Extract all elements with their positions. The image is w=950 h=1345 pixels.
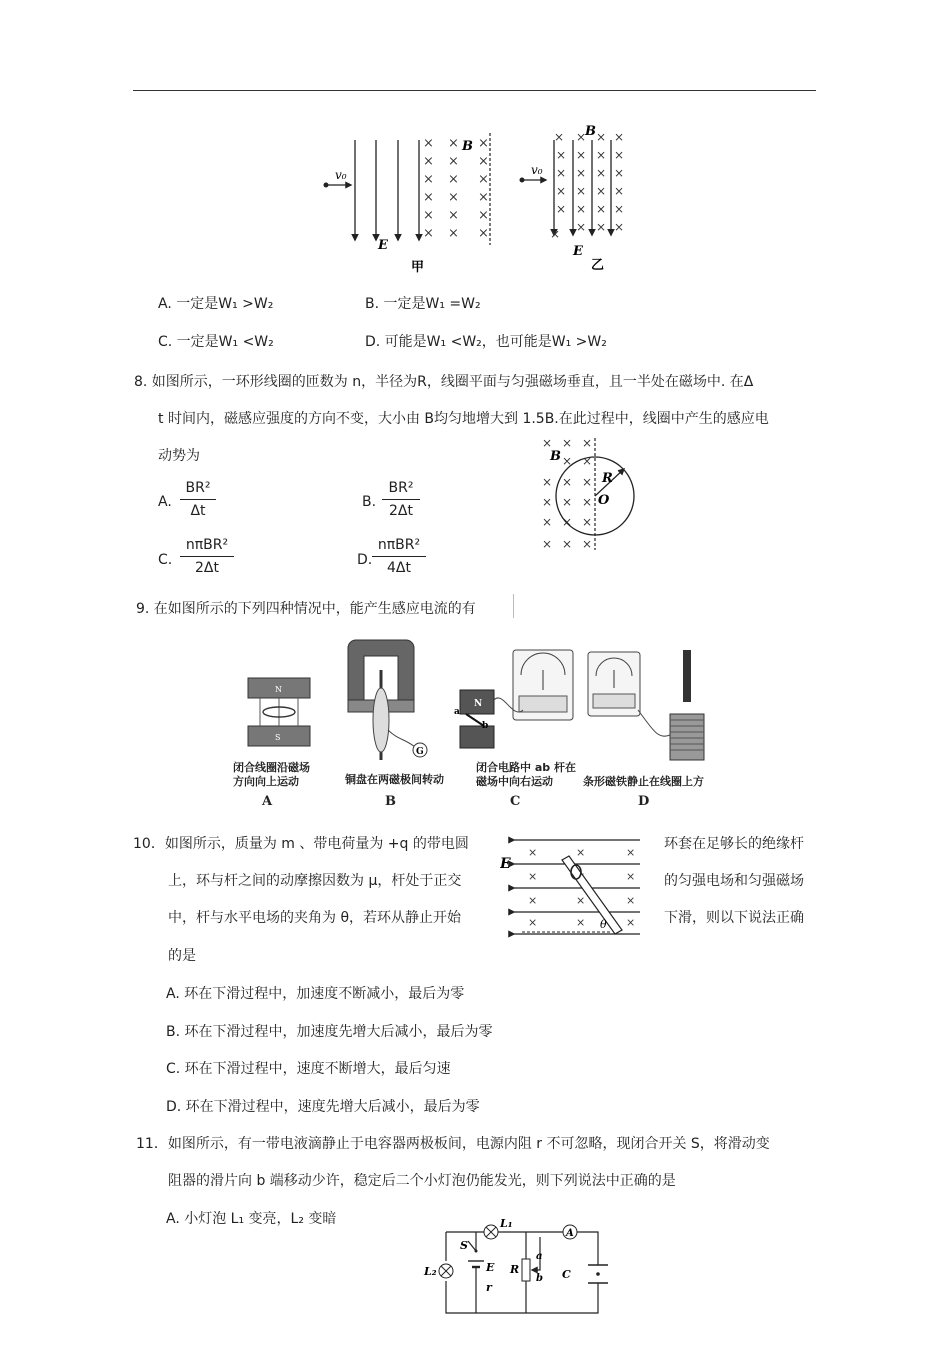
q11-label-l2: L₂ <box>424 1265 437 1278</box>
q9-letter-d: D <box>638 794 650 809</box>
svg-text:×: × <box>614 130 625 144</box>
svg-text:×: × <box>556 202 567 216</box>
q7-right-E: E <box>573 244 583 259</box>
q11-label-e: E <box>486 1261 495 1274</box>
svg-text:×: × <box>582 537 593 551</box>
svg-text:×: × <box>576 148 587 162</box>
q9-caption-c <box>476 761 576 789</box>
q8-option-b-fraction <box>382 480 420 519</box>
q10-label-e: E <box>500 856 511 872</box>
svg-text:×: × <box>448 208 459 223</box>
q11-stem-line1: 11．如图所示，有一带电液滴静止于电容器两极板间，电源内阻 r 不可忽略，现闭合开关 S，将滑动变 <box>136 1136 770 1152</box>
svg-text:×: × <box>542 475 553 489</box>
svg-text:×: × <box>576 846 586 859</box>
svg-text:×: × <box>582 436 593 450</box>
svg-text:×: × <box>626 916 636 929</box>
svg-text:×: × <box>478 136 489 151</box>
svg-text:×: × <box>528 894 538 907</box>
q7-left-E: E <box>378 238 388 253</box>
svg-text:×: × <box>542 436 553 450</box>
svg-text:×: × <box>596 202 607 216</box>
svg-text:×: × <box>596 166 607 180</box>
svg-text:×: × <box>626 870 636 883</box>
svg-text:×: × <box>423 154 434 169</box>
q9-caption-d-line1: 条形磁铁静止在线圈上方 <box>583 775 704 788</box>
q9-a-label-n: N <box>275 685 282 694</box>
svg-text:×: × <box>528 916 538 929</box>
q7-right-bfield-crosses <box>550 130 624 241</box>
svg-text:×: × <box>562 436 573 450</box>
q11-label-r: r <box>486 1281 492 1294</box>
svg-text:×: × <box>576 894 586 907</box>
svg-text:×: × <box>582 495 593 509</box>
q9-a-label-s: S <box>275 733 281 742</box>
svg-text:×: × <box>626 846 636 859</box>
q10-option-b: B. 环在下滑过程中，加速度先增大后减小，最后为零 <box>166 1024 493 1040</box>
q9-stem: 9. 在如图所示的下列四种情况中，能产生感应电流的有 <box>136 601 476 617</box>
q11-label-a: a <box>536 1251 543 1262</box>
q8-option-c-label: C. <box>158 552 173 568</box>
svg-text:×: × <box>576 166 587 180</box>
svg-text:×: × <box>542 515 553 529</box>
q9-figure <box>238 630 718 770</box>
svg-text:×: × <box>626 894 636 907</box>
svg-text:×: × <box>576 220 587 234</box>
q10-line4: 的是 <box>168 948 196 964</box>
q10-label-theta: θ <box>600 918 607 931</box>
svg-text:×: × <box>528 870 538 883</box>
q8-label-r: R <box>602 471 613 486</box>
q7-option-b: B. 一定是W₁ =W₂ <box>365 296 481 312</box>
q9-c-label-n: N <box>474 699 483 709</box>
svg-text:×: × <box>423 208 434 223</box>
svg-text:×: × <box>596 220 607 234</box>
q9-c-label-a: a <box>454 707 460 717</box>
q8-stem-line2: t 时间内，磁感应强度的方向不变，大小由 B均匀地增大到 1.5B.在此过程中，线圈中产生的感应电 <box>158 411 769 427</box>
svg-text:×: × <box>562 495 573 509</box>
q8-option-d-fraction <box>372 537 426 576</box>
q11-circuit-figure <box>422 1215 622 1320</box>
svg-text:×: × <box>478 154 489 169</box>
svg-text:×: × <box>448 190 459 205</box>
svg-text:×: × <box>562 475 573 489</box>
q8-coil-figure <box>538 434 648 554</box>
svg-text:×: × <box>582 454 593 468</box>
svg-text:×: × <box>614 202 625 216</box>
svg-text:×: × <box>582 475 593 489</box>
q9-b-galvanometer-label: G <box>416 747 424 757</box>
q9-panel-c-drawing <box>454 650 573 748</box>
svg-text:×: × <box>596 130 607 144</box>
q11-label-ammeter: A <box>566 1228 574 1239</box>
q11-label-s: S <box>460 1239 468 1252</box>
q7-field-figure <box>318 125 638 280</box>
svg-text:×: × <box>550 227 561 241</box>
q9-panel-a-drawing <box>248 678 310 746</box>
q8-option-c-numerator: nπBR² <box>185 537 229 553</box>
svg-text:×: × <box>478 208 489 223</box>
q9-letter-c: C <box>510 794 521 809</box>
svg-text:×: × <box>528 846 538 859</box>
q10-line2-right: 的匀强电场和匀强磁场 <box>664 873 804 889</box>
q10-line3-right: 下滑，则以下说法正确 <box>664 910 804 926</box>
svg-text:×: × <box>556 166 567 180</box>
q9-caption-d <box>583 775 704 789</box>
q9-letter-a: A <box>262 794 273 809</box>
q7-right-B: B <box>585 125 596 139</box>
q7-left-bfield-crosses <box>423 136 489 241</box>
svg-text:×: × <box>556 184 567 198</box>
q9-panel-d-drawing <box>588 650 704 760</box>
q8-option-d-numerator: nπBR² <box>377 537 421 553</box>
q7-option-a: A. 一定是W₁ >W₂ <box>158 296 274 312</box>
svg-text:×: × <box>614 184 625 198</box>
svg-text:×: × <box>554 130 565 144</box>
svg-text:×: × <box>562 515 573 529</box>
q9-caption-a <box>233 761 310 789</box>
svg-text:×: × <box>448 154 459 169</box>
svg-text:×: × <box>423 226 434 241</box>
q9-stem-border <box>513 594 514 618</box>
svg-text:×: × <box>423 136 434 151</box>
q10-option-d: D. 环在下滑过程中，速度先增大后减小，最后为零 <box>166 1099 480 1115</box>
svg-text:×: × <box>614 220 625 234</box>
q9-panel-b-drawing <box>348 640 427 760</box>
q8-option-c-denominator: 2Δt <box>195 560 219 576</box>
q10-insulating-rod <box>562 856 622 934</box>
q9-caption-a-line1: 闭合线圈沿磁场 <box>233 761 310 774</box>
q11-option-a: A. 小灯泡 L₁ 变亮，L₂ 变暗 <box>166 1211 337 1227</box>
svg-text:×: × <box>614 148 625 162</box>
q7-left-v0: v₀ <box>335 168 347 182</box>
q9-caption-a-line2: 方向向上运动 <box>233 775 299 788</box>
q8-option-a-denominator: Δt <box>190 503 206 519</box>
q11-label-c: C <box>562 1268 571 1281</box>
q8-option-a-numerator: BR² <box>185 480 211 496</box>
q8-option-c-fraction <box>180 537 234 576</box>
svg-text:×: × <box>576 130 587 144</box>
q8-option-b-denominator: 2Δt <box>389 503 413 519</box>
svg-text:×: × <box>542 537 553 551</box>
q7-label-jia: 甲 <box>411 260 425 275</box>
q9-caption-c-line1: 闭合电路中 ab 杆在 <box>476 761 576 774</box>
q10-option-c: C. 环在下滑过程中，速度不断增大，最后匀速 <box>166 1061 451 1077</box>
svg-text:×: × <box>478 190 489 205</box>
svg-text:×: × <box>556 148 567 162</box>
q7-label-yi: 乙 <box>591 258 605 273</box>
q11-label-r-big: R <box>510 1263 520 1276</box>
q10-line2-left: 上，环与杆之间的动摩擦因数为 μ，杆处于正交 <box>168 873 462 889</box>
svg-text:×: × <box>596 148 607 162</box>
svg-text:×: × <box>576 184 587 198</box>
svg-text:×: × <box>576 202 587 216</box>
q8-option-d-denominator: 4Δt <box>387 560 411 576</box>
q11-switch <box>468 1241 476 1251</box>
svg-text:×: × <box>562 454 573 468</box>
q10-rod-figure <box>500 830 650 940</box>
q11-stem-line2: 阻器的滑片向 b 端移动少许，稳定后二个小灯泡仍能发光，则下列说法中正确的是 <box>168 1173 676 1189</box>
q8-stem-line3: 动势为 <box>158 448 200 464</box>
q8-option-a-label: A. <box>158 494 172 510</box>
q7-right-v0: v₀ <box>531 163 543 177</box>
q10-option-a: A. 环在下滑过程中，加速度不断减小，最后为零 <box>166 986 465 1002</box>
svg-text:×: × <box>596 184 607 198</box>
q8-label-b: B <box>550 449 561 464</box>
header-rule <box>133 90 816 91</box>
q8-option-d-label: D. <box>357 552 373 568</box>
svg-text:×: × <box>614 166 625 180</box>
q9-c-label-b: b <box>482 721 489 731</box>
q8-label-o: O <box>598 493 610 508</box>
q8-option-b-label: B. <box>362 494 377 510</box>
svg-text:×: × <box>478 226 489 241</box>
svg-text:×: × <box>562 537 573 551</box>
q9-caption-c-line2: 磁场中向右运动 <box>476 775 553 788</box>
svg-text:×: × <box>423 190 434 205</box>
q7-option-c: C. 一定是W₁ <W₂ <box>158 334 274 350</box>
svg-text:×: × <box>582 515 593 529</box>
q7-left-B: B <box>462 139 473 154</box>
q10-line1-left: 10．如图所示，质量为 m 、带电荷量为 +q 的带电圆 <box>133 836 469 852</box>
svg-text:×: × <box>448 136 459 151</box>
q9-caption-b <box>345 773 444 787</box>
q11-rheostat <box>522 1259 530 1281</box>
q7-left-efield-lines <box>355 140 419 240</box>
q9-letter-b: B <box>385 794 396 809</box>
q11-label-l1: L₁ <box>500 1217 513 1230</box>
svg-text:×: × <box>576 916 586 929</box>
q8-option-b-numerator: BR² <box>388 480 414 496</box>
svg-text:×: × <box>423 172 434 187</box>
svg-text:×: × <box>448 172 459 187</box>
q9-caption-b-line1: 铜盘在两磁极间转动 <box>345 773 444 786</box>
svg-text:×: × <box>478 172 489 187</box>
svg-text:×: × <box>542 495 553 509</box>
q8-stem-line1: 8. 如图所示，一环形线圈的匝数为 n，半径为R，线圈平面与匀强磁场垂直，且一半处在磁场中. 在Δ <box>134 374 754 390</box>
q11-label-b: b <box>536 1273 543 1284</box>
q11-droplet <box>596 1272 600 1276</box>
q7-option-d: D. 可能是W₁ <W₂，也可能是W₁ >W₂ <box>365 334 607 350</box>
q10-line1-right: 环套在足够长的绝缘杆 <box>664 836 804 852</box>
q8-option-a-fraction <box>180 480 216 519</box>
q10-line3-left: 中，杆与水平电场的夹角为 θ，若环从静止开始 <box>168 910 462 926</box>
svg-text:×: × <box>448 226 459 241</box>
